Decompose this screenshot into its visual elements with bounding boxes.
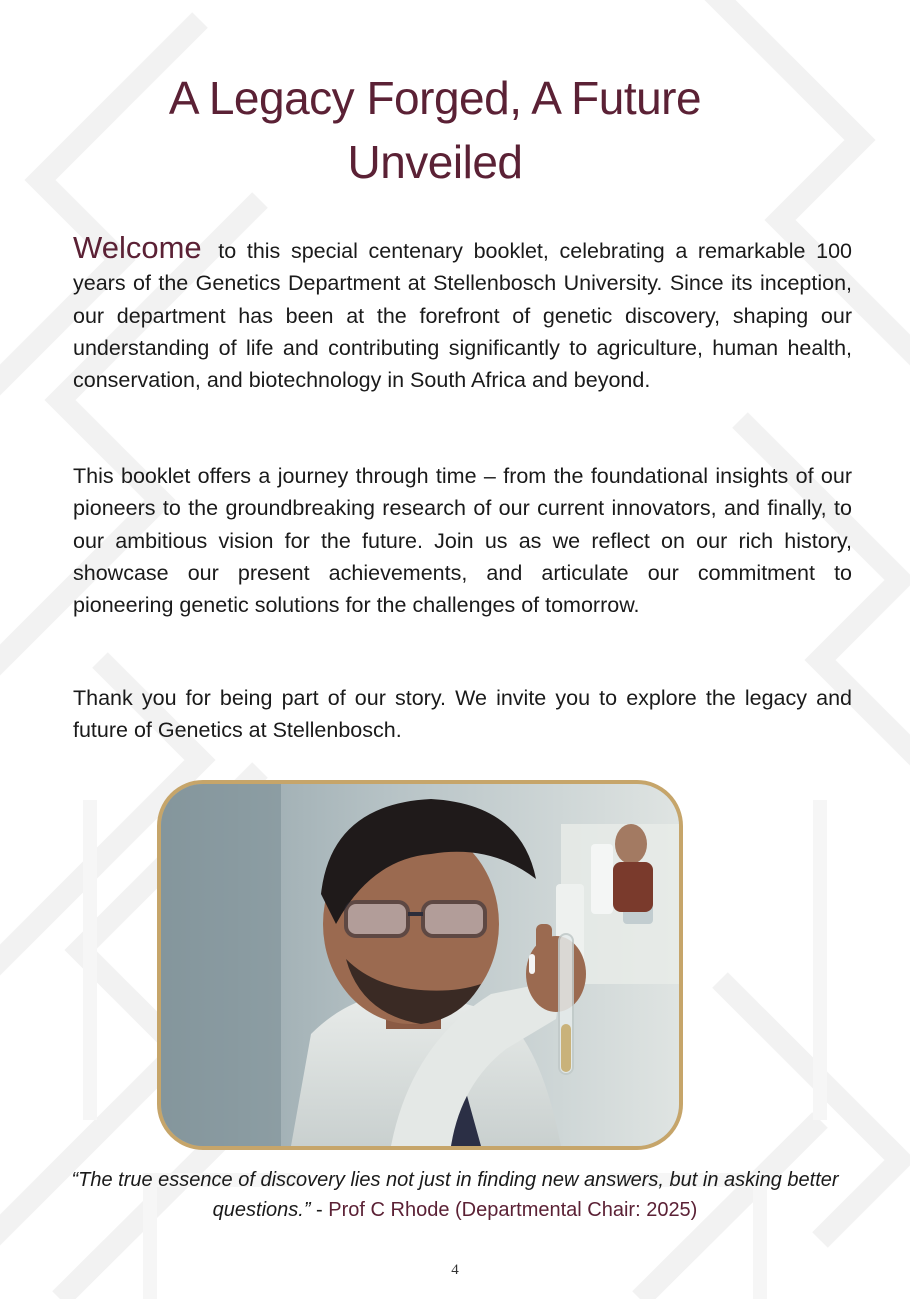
quote — [30, 1165, 880, 1225]
intro-paragraph-1-text: to this special centenary booklet, celebrating a remarkable 100 years of the Genetics Department at Stellenbosch University. Since its inception, our department has been at the forefront of genetic discovery, shaping our understanding of life and contributing significantly to agriculture, human health, conservation, and biotechnology in South Africa and beyond. — [73, 239, 852, 393]
scientist-photo-illustration — [161, 784, 679, 1146]
quote-separator: - — [310, 1199, 329, 1221]
intro-paragraph-2: This booklet offers a journey through time – from the foundational insights of our pioneers to the groundbreaking research of our current innovators, and finally, to our ambitious vision for the future. Join us as we reflect on our rich history, showcase our present achievements, and articulate our commitment to pioneering genetic solutions for the challenges of tomorrow. — [73, 464, 852, 618]
page-title: A Legacy Forged, A Future Unveiled — [168, 72, 702, 188]
intro-paragraph-3: Thank you for being part of our story. We invite you to explore the legacy and future of Genetics at Stellenbosch. — [73, 686, 852, 743]
welcome-word: Welcome — [73, 230, 202, 265]
intro-paragraph-1 — [73, 232, 852, 396]
scientist-photo — [157, 780, 683, 1150]
quote-text: “The true essence of discovery lies not just in finding new answers, but in asking better questions.” — [71, 1169, 839, 1221]
page-number: 4 — [451, 1262, 459, 1278]
quote-author: Prof C Rhode (Departmental Chair: 2025) — [328, 1199, 698, 1221]
